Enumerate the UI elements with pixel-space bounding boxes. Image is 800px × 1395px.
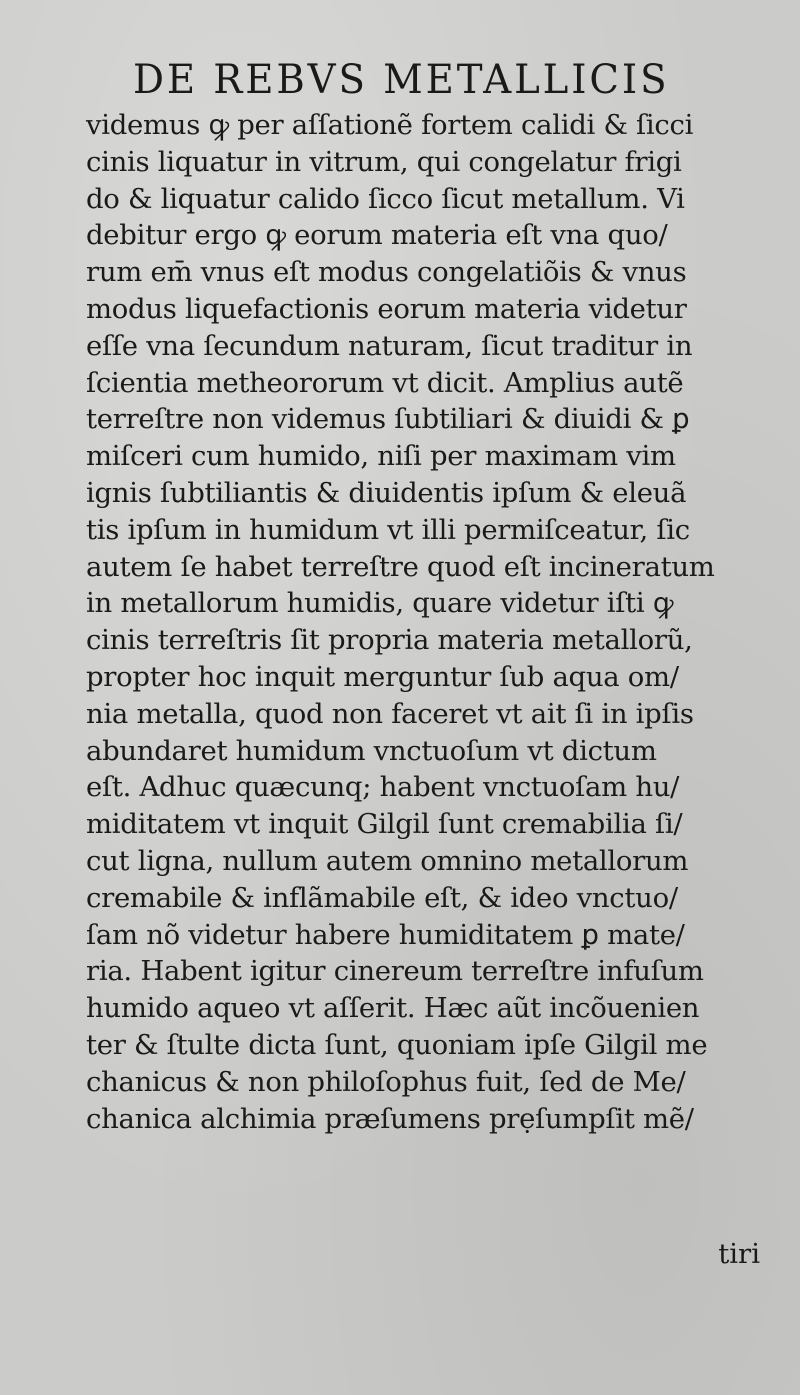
text-line: in metallorum humidis, quare videtur iſti ꝙ [86, 587, 674, 620]
text-line: humido aqueo vt aſſerit. Hæc aũt incõuenien [86, 992, 700, 1025]
text-line: ſam nõ videtur habere humiditatem ꝑ mate/ [86, 918, 685, 951]
text-block [86, 107, 766, 1137]
text-line: miditatem vt inquit Gilgil ſunt cremabilia ſi/ [86, 808, 683, 841]
text-line: ſcientia metheororum vt dicit. Amplius autẽ [86, 366, 684, 399]
text-line: ignis ſubtiliantis & diuidentis ipſum & eleuã [86, 476, 687, 509]
text-line: nia metalla, quod non faceret vt ait ſi in ipſis [86, 697, 694, 730]
text-line: autem ſe habet terreſtre quod eſt incineratum [86, 550, 715, 583]
text-line: abundaret humidum vnctuoſum vt dictum [86, 734, 657, 767]
text-line: propter hoc inquit merguntur ſub aqua om/ [86, 660, 679, 693]
text-line: debitur ergo ꝙ eorum materia eſt vna quo/ [86, 219, 668, 252]
catchword: tiri [718, 1238, 760, 1270]
text-line: cremabile & inflãmabile eſt, & ideo vnctuo/ [86, 881, 678, 914]
text-line: terreſtre non videmus ſubtiliari & diuidi & ꝑ [86, 403, 690, 436]
text-line: cut ligna, nullum autem omnino metallorum [86, 844, 689, 877]
text-line: modus liquefactionis eorum materia videtur [86, 292, 687, 325]
text-line: ter & ſtulte dicta ſunt, quoniam ipſe Gilgil me [86, 1028, 708, 1061]
running-head: DE REBVS METALLICIS [133, 57, 670, 103]
text-line: tis ipſum in humidum vt illi permiſceatur, ſic [86, 513, 690, 546]
text-line: do & liquatur calido ſicco ſicut metallum. Vi [86, 182, 685, 215]
text-line: eſt. Adhuc quæcunq; habent vnctuoſam hu/ [86, 771, 680, 804]
text-line: rum em̄ vnus eſt modus congelatiõis & vnus [86, 256, 687, 289]
text-line: chanica alchimia præſumens prẹſumpſit mẽ/ [86, 1102, 694, 1135]
text-line: ria. Habent igitur cinereum terreſtre infuſum [86, 955, 704, 988]
text-line: videmus ꝙ per aſſationẽ fortem calidi & ſicci [86, 109, 694, 141]
text-line: eſſe vna ſecundum naturam, ſicut traditur in [86, 329, 693, 362]
text-line: miſceri cum humido, niſi per maximam vim [86, 440, 676, 473]
text-line: cinis liquatur in vitrum, qui congelatur frigi [86, 145, 682, 178]
text-line: cinis terreſtris ſit propria materia metallorũ, [86, 624, 693, 657]
text-line: chanicus & non philoſophus fuit, ſed de Me/ [86, 1065, 686, 1098]
